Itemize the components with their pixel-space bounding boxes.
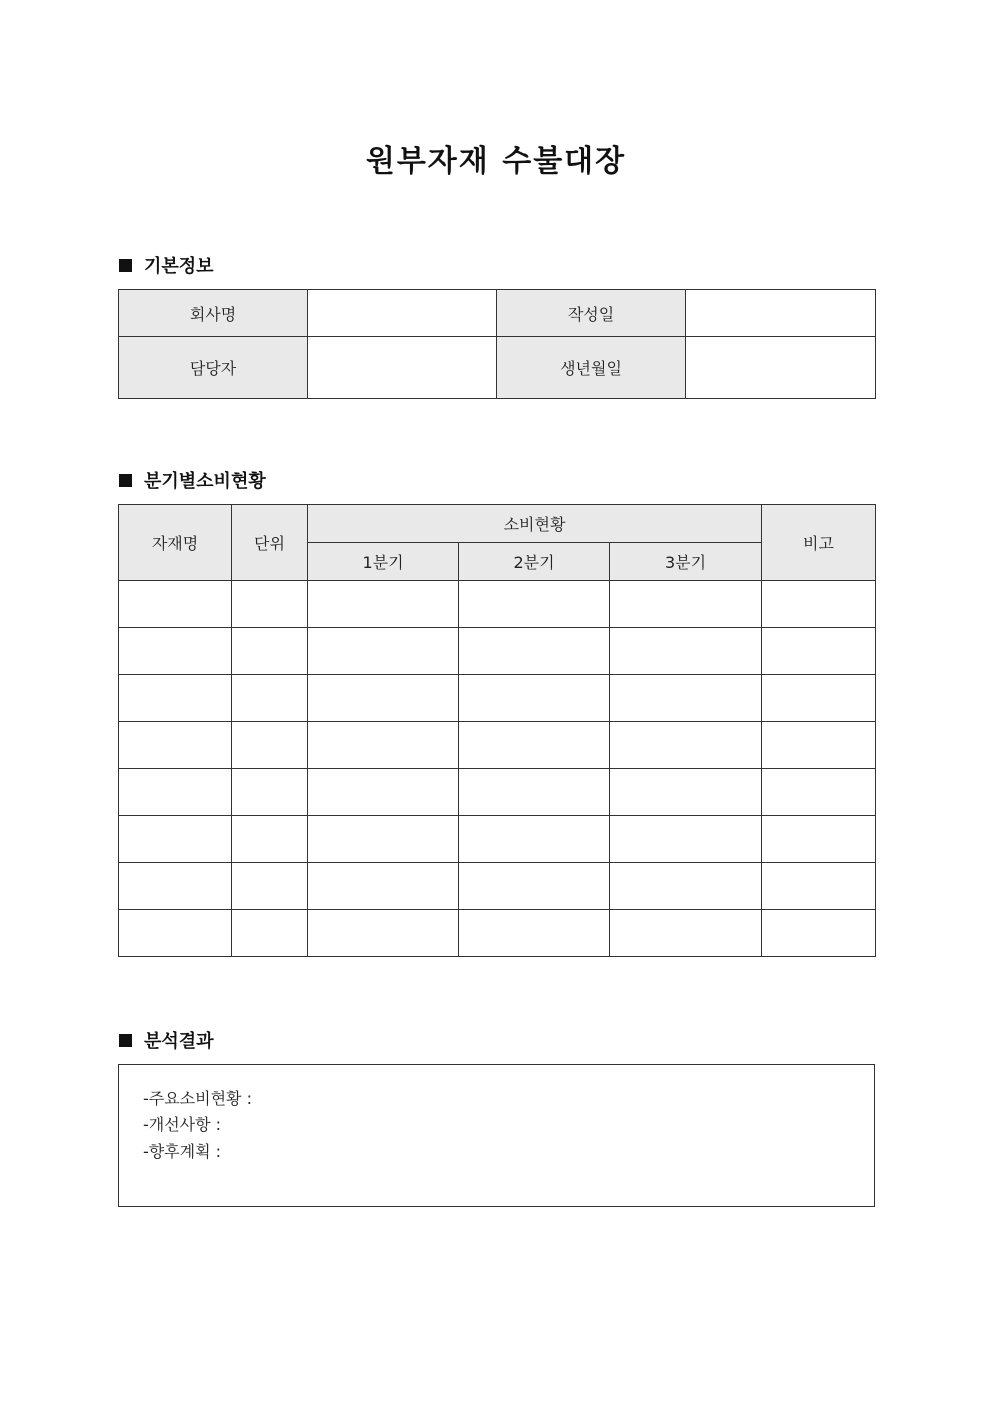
- q2-cell[interactable]: [459, 910, 610, 957]
- unit-cell[interactable]: [232, 769, 308, 816]
- birthdate-label: 생년월일: [497, 337, 686, 399]
- analysis-heading-text: 분석결과: [144, 1031, 214, 1052]
- analysis-box[interactable]: [118, 1064, 875, 1207]
- written-date-label: 작성일: [497, 290, 686, 337]
- q1-cell[interactable]: [308, 628, 459, 675]
- table-row: [119, 910, 876, 957]
- note-cell[interactable]: [762, 769, 876, 816]
- note-header: 비고: [762, 505, 876, 581]
- unit-cell[interactable]: [232, 816, 308, 863]
- material-cell[interactable]: [119, 628, 232, 675]
- company-name-label: 회사명: [119, 290, 308, 337]
- q3-cell[interactable]: [610, 675, 762, 722]
- material-cell[interactable]: [119, 769, 232, 816]
- table-row: [119, 863, 876, 910]
- q2-header: 2분기: [459, 543, 610, 581]
- birthdate-field[interactable]: [686, 337, 876, 399]
- unit-cell[interactable]: [232, 910, 308, 957]
- material-cell[interactable]: [119, 816, 232, 863]
- q3-cell[interactable]: [610, 910, 762, 957]
- note-cell[interactable]: [762, 581, 876, 628]
- q3-cell[interactable]: [610, 769, 762, 816]
- q1-cell[interactable]: [308, 910, 459, 957]
- note-cell[interactable]: [762, 722, 876, 769]
- q3-cell[interactable]: [610, 581, 762, 628]
- analysis-heading: [119, 1028, 214, 1052]
- material-cell[interactable]: [119, 675, 232, 722]
- company-name-field[interactable]: [308, 290, 497, 337]
- written-date-field[interactable]: [686, 290, 876, 337]
- q2-cell[interactable]: [459, 769, 610, 816]
- q3-cell[interactable]: [610, 863, 762, 910]
- manager-label: 담당자: [119, 337, 308, 399]
- q1-cell[interactable]: [308, 581, 459, 628]
- unit-cell[interactable]: [232, 863, 308, 910]
- q1-cell[interactable]: [308, 863, 459, 910]
- consumption-status-header: 소비현황: [308, 505, 762, 543]
- unit-cell[interactable]: [232, 675, 308, 722]
- note-cell[interactable]: [762, 675, 876, 722]
- note-cell[interactable]: [762, 910, 876, 957]
- basic-info-heading-text: 기본정보: [144, 256, 214, 277]
- q3-cell[interactable]: [610, 722, 762, 769]
- unit-cell[interactable]: [232, 628, 308, 675]
- q3-cell[interactable]: [610, 628, 762, 675]
- q2-cell[interactable]: [459, 628, 610, 675]
- q1-header: 1분기: [308, 543, 459, 581]
- q1-cell[interactable]: [308, 722, 459, 769]
- q1-cell[interactable]: [308, 769, 459, 816]
- quarterly-consumption-table: [118, 504, 876, 957]
- material-cell[interactable]: [119, 910, 232, 957]
- material-cell[interactable]: [119, 581, 232, 628]
- table-row: [119, 816, 876, 863]
- material-cell[interactable]: [119, 722, 232, 769]
- note-cell[interactable]: [762, 628, 876, 675]
- basic-info-row: [119, 337, 876, 399]
- square-bullet-icon: [119, 259, 132, 272]
- q2-cell[interactable]: [459, 816, 610, 863]
- q1-cell[interactable]: [308, 816, 459, 863]
- basic-info-table: [118, 289, 876, 399]
- quarterly-heading-text: 분기별소비현황: [144, 471, 266, 492]
- q1-cell[interactable]: [308, 675, 459, 722]
- q2-cell[interactable]: [459, 581, 610, 628]
- table-row: [119, 722, 876, 769]
- note-cell[interactable]: [762, 863, 876, 910]
- table-row: [119, 628, 876, 675]
- table-row: [119, 675, 876, 722]
- unit-cell[interactable]: [232, 722, 308, 769]
- table-row: [119, 581, 876, 628]
- basic-info-row: [119, 290, 876, 337]
- square-bullet-icon: [119, 1034, 132, 1047]
- q2-cell[interactable]: [459, 675, 610, 722]
- square-bullet-icon: [119, 474, 132, 487]
- future-plan-line: -향후계획 :: [143, 1142, 222, 1161]
- improvement-line: -개선사항 :: [143, 1115, 222, 1134]
- q2-cell[interactable]: [459, 722, 610, 769]
- manager-field[interactable]: [308, 337, 497, 399]
- quarterly-heading: [119, 468, 266, 492]
- basic-info-heading: [119, 253, 214, 277]
- q2-cell[interactable]: [459, 863, 610, 910]
- unit-cell[interactable]: [232, 581, 308, 628]
- table-header-row: [119, 505, 876, 543]
- q3-header: 3분기: [610, 543, 762, 581]
- material-name-header: 자재명: [119, 505, 232, 581]
- unit-header: 단위: [232, 505, 308, 581]
- table-row: [119, 769, 876, 816]
- note-cell[interactable]: [762, 816, 876, 863]
- q3-cell[interactable]: [610, 816, 762, 863]
- material-cell[interactable]: [119, 863, 232, 910]
- document-title: 원부자재 수불대장: [365, 144, 627, 179]
- main-consumption-line: -주요소비현황 :: [143, 1089, 252, 1108]
